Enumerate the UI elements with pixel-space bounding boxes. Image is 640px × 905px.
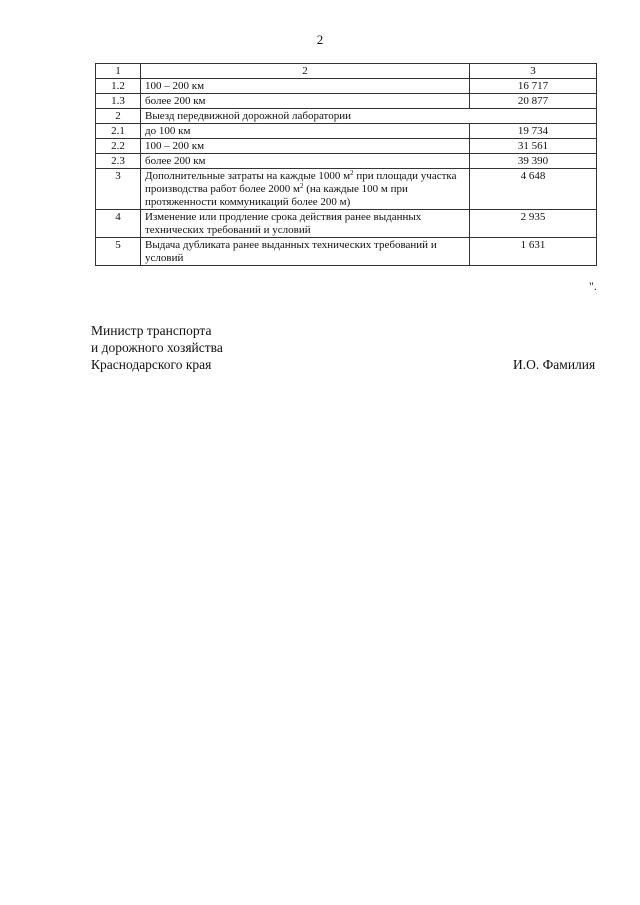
table-row <box>96 109 597 124</box>
closing-quote: ". <box>589 279 597 293</box>
table-row <box>96 79 597 94</box>
row-description: 100 – 200 км <box>141 79 470 94</box>
row-number: 1.2 <box>96 79 141 94</box>
table-row <box>96 139 597 154</box>
signature-name: И.О. Фамилия <box>513 357 596 372</box>
header-col-1: 1 <box>96 64 141 79</box>
row-description: Выезд передвижной дорожной лаборатории <box>141 109 597 124</box>
page-number: 2 <box>316 32 324 47</box>
row-number: 4 <box>96 210 141 238</box>
table-row <box>96 124 597 139</box>
row-description: 100 – 200 км <box>141 139 470 154</box>
header-col-3: 3 <box>470 64 597 79</box>
table-row <box>96 210 597 238</box>
row-value: 39 390 <box>470 154 597 169</box>
row-number: 2.3 <box>96 154 141 169</box>
row-description: до 100 км <box>141 124 470 139</box>
header-col-2: 2 <box>141 64 470 79</box>
row-number: 2 <box>96 109 141 124</box>
row-value: 19 734 <box>470 124 597 139</box>
table-row <box>96 94 597 109</box>
row-value: 16 717 <box>470 79 597 94</box>
signature-line-1: Министр транспорта <box>91 323 212 338</box>
row-value: 1 631 <box>470 238 597 266</box>
row-value: 31 561 <box>470 139 597 154</box>
signature-title <box>91 322 223 373</box>
row-description: более 200 км <box>141 154 470 169</box>
signature-line-2: и дорожного хозяйства <box>91 340 223 355</box>
signature-line-3: Краснодарского края <box>91 357 212 372</box>
row-value: 4 648 <box>470 169 597 210</box>
table-header-row <box>96 64 597 79</box>
table-row <box>96 154 597 169</box>
row-number: 2.1 <box>96 124 141 139</box>
table-row <box>96 238 597 266</box>
row-number: 3 <box>96 169 141 210</box>
row-number: 2.2 <box>96 139 141 154</box>
row-value: 2 935 <box>470 210 597 238</box>
row-description: Изменение или продление срока действия ранее выданных технических требований и условий <box>141 210 470 238</box>
row-number: 5 <box>96 238 141 266</box>
table-row <box>96 169 597 210</box>
row-number: 1.3 <box>96 94 141 109</box>
fee-table <box>95 63 597 266</box>
row-value: 20 877 <box>470 94 597 109</box>
row-description: Выдача дубликата ранее выданных технических требований и условий <box>141 238 470 266</box>
row-description: более 200 км <box>141 94 470 109</box>
row-description: Дополнительные затраты на каждые 1000 $м^2$ при площади участка производства работ более 2000 $м^2$ (на каждые 100 м при протяженности коммуникаций более 200 м) <box>141 169 470 210</box>
